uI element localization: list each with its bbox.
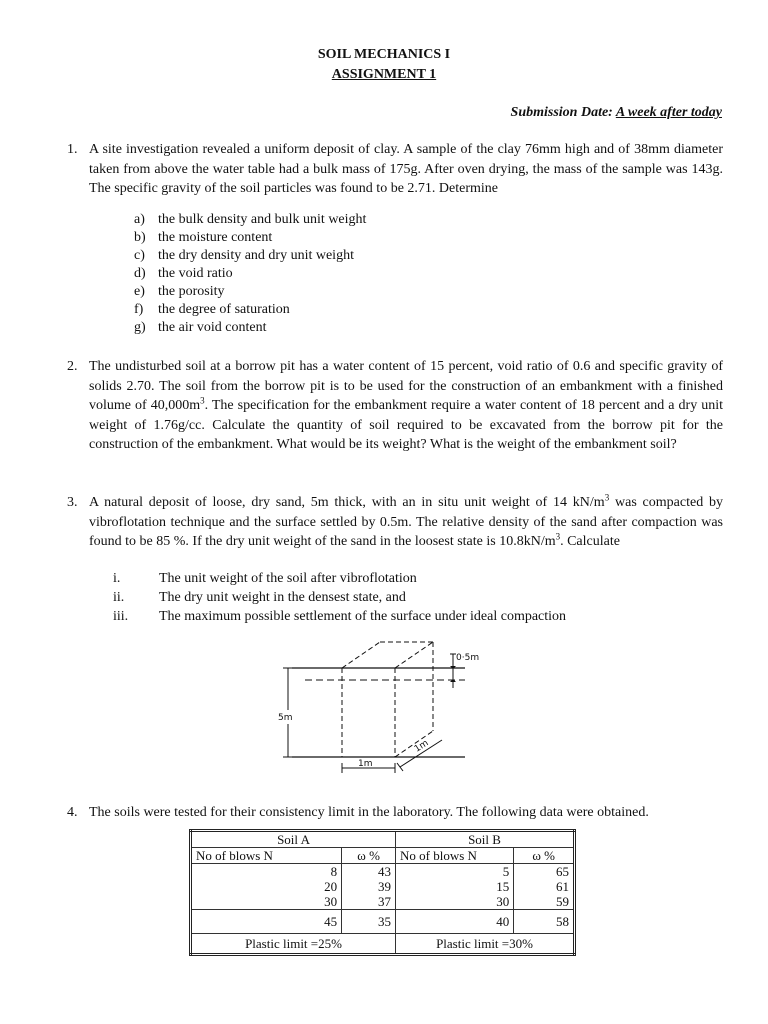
width-label: 1m	[358, 759, 373, 769]
cell-value: 37	[378, 894, 392, 909]
depth-label: 1m	[412, 738, 431, 755]
cell-value: 61	[556, 879, 569, 894]
item-label: e)	[134, 284, 145, 299]
list-item	[113, 607, 566, 626]
column-header: No of blows N	[191, 848, 342, 864]
table-cell: 58	[514, 910, 575, 934]
item-text: The unit weight of the soil after vibroflotation	[159, 571, 417, 586]
question-number: 4.	[67, 805, 78, 820]
assignment-title: ASSIGNMENT 1	[331, 67, 437, 82]
submission-date	[511, 105, 722, 121]
list-item	[113, 569, 566, 588]
table-cell: 40	[396, 910, 514, 934]
question-text-part: . The specification for the embankment require a water content of 18 percent and a dry unit weight of 1.76g/cc. Calculate the quantity of soil required to be excavated from the borrow pit for the construction of the embankment. What would be its weight? What is the weight of the embankment soil?	[89, 398, 723, 452]
cell-value: 59	[556, 894, 569, 909]
cell-value: 43	[378, 864, 392, 879]
question-1	[67, 140, 723, 199]
soil-b-header: Soil B	[396, 831, 575, 848]
cube-depth-edge	[395, 642, 433, 668]
list-item	[134, 211, 366, 229]
item-text: the porosity	[158, 284, 225, 299]
item-text: the dry density and dry unit weight	[158, 248, 354, 263]
question-text: The soils were tested for their consistency limit in the laboratory. The following data were obtained.	[89, 805, 649, 820]
depth-dimension-tick	[397, 763, 403, 771]
item-label: d)	[134, 266, 146, 281]
question-text: A site investigation revealed a uniform deposit of clay. A sample of the clay 76mm high and of 38mm diameter taken from above the water table had a bulk mass of 175g. After oven drying, the mass of the sample was 143g. The specific gravity of the soil particles was found to be 2.71. Determine	[89, 142, 723, 196]
column-header: ω %	[514, 848, 575, 864]
list-item	[134, 247, 366, 265]
list-item	[134, 301, 366, 319]
submission-value: A week after today	[615, 105, 722, 120]
item-label: b)	[134, 230, 146, 245]
item-text: The dry unit weight in the densest state, and	[159, 590, 406, 605]
submission-label: Submission Date:	[510, 105, 613, 120]
question-3	[67, 492, 723, 552]
list-item	[113, 588, 566, 607]
consistency-data-table	[189, 829, 576, 956]
question-text-part: A natural deposit of loose, dry sand, 5m thick, with an in situ unit weight of 14 kN/m	[89, 495, 605, 510]
plastic-limit-b: Plastic limit =30%	[396, 934, 575, 955]
question-number: 2.	[67, 359, 78, 374]
item-label: iii.	[113, 609, 129, 624]
plastic-limit-a: Plastic limit =25%	[191, 934, 396, 955]
table-cell	[514, 864, 575, 910]
cell-value: 20	[324, 879, 338, 894]
question-text-part: was compacted by vibroflotation technique and the surface settled by 0.5m. The relative density of the sand after compaction was found to be 85 %. If the dry unit weight of the sand in the loosest state is 10.8kN/m	[89, 495, 723, 549]
cell-value: 65	[556, 864, 569, 879]
cell-value: 30	[496, 894, 510, 909]
cell-value: 30	[324, 894, 338, 909]
table-footer-row	[191, 934, 575, 955]
question-number: 3.	[67, 495, 78, 510]
compaction-diagram-svg	[270, 636, 520, 776]
item-label: g)	[134, 320, 146, 335]
column-header: No of blows N	[396, 848, 514, 864]
item-label: a)	[134, 212, 145, 227]
item-label: i.	[113, 571, 121, 586]
superscript: 3	[555, 531, 561, 542]
list-item	[134, 229, 366, 247]
course-title: SOIL MECHANICS I	[317, 47, 451, 62]
item-label: f)	[134, 302, 144, 317]
item-text: the degree of saturation	[158, 302, 290, 317]
cell-value: 8	[330, 864, 338, 879]
table-header-row	[191, 831, 575, 848]
question-4	[67, 803, 723, 823]
list-item	[134, 265, 366, 283]
item-text: The maximum possible settlement of the surface under ideal compaction	[159, 609, 567, 624]
table-cell	[342, 864, 396, 910]
item-text: the air void content	[158, 320, 267, 335]
table-cell: 45	[191, 910, 342, 934]
question-text-part: The undisturbed soil at a borrow pit has a water content of 15 percent, void ratio of 0.6 and specific gravity of solids 2.70. The soil from the borrow pit is to be used for the construction of an embankment with a finished volume of 40,000m	[89, 359, 723, 413]
question-1-items	[134, 211, 366, 337]
question-3-items	[113, 569, 566, 626]
question-number: 1.	[67, 142, 78, 157]
item-text: the void ratio	[158, 266, 233, 281]
item-text: the bulk density and bulk unit weight	[158, 212, 367, 227]
superscript: 3	[200, 395, 205, 406]
settlement-label: 0·5m	[456, 653, 480, 663]
cell-value: 39	[378, 879, 392, 894]
table-row	[191, 910, 575, 934]
soil-a-header: Soil A	[191, 831, 396, 848]
item-label: ii.	[113, 590, 125, 605]
table-cell: 35	[342, 910, 396, 934]
question-text-part: . Calculate	[560, 534, 620, 549]
height-label: 5m	[278, 713, 293, 723]
cell-value: 5	[502, 864, 510, 879]
item-text: the moisture content	[158, 230, 273, 245]
table-cell	[396, 864, 514, 910]
item-label: c)	[134, 248, 145, 263]
table-header-row	[191, 848, 575, 864]
table-cell	[191, 864, 342, 910]
list-item	[134, 319, 366, 337]
cube-depth-edge	[342, 642, 380, 668]
question-2	[67, 357, 723, 455]
cell-value: 15	[496, 879, 510, 894]
compaction-diagram	[270, 636, 520, 776]
list-item	[134, 283, 366, 301]
column-header: ω %	[342, 848, 396, 864]
superscript: 3	[604, 492, 610, 503]
table-row	[191, 864, 575, 910]
